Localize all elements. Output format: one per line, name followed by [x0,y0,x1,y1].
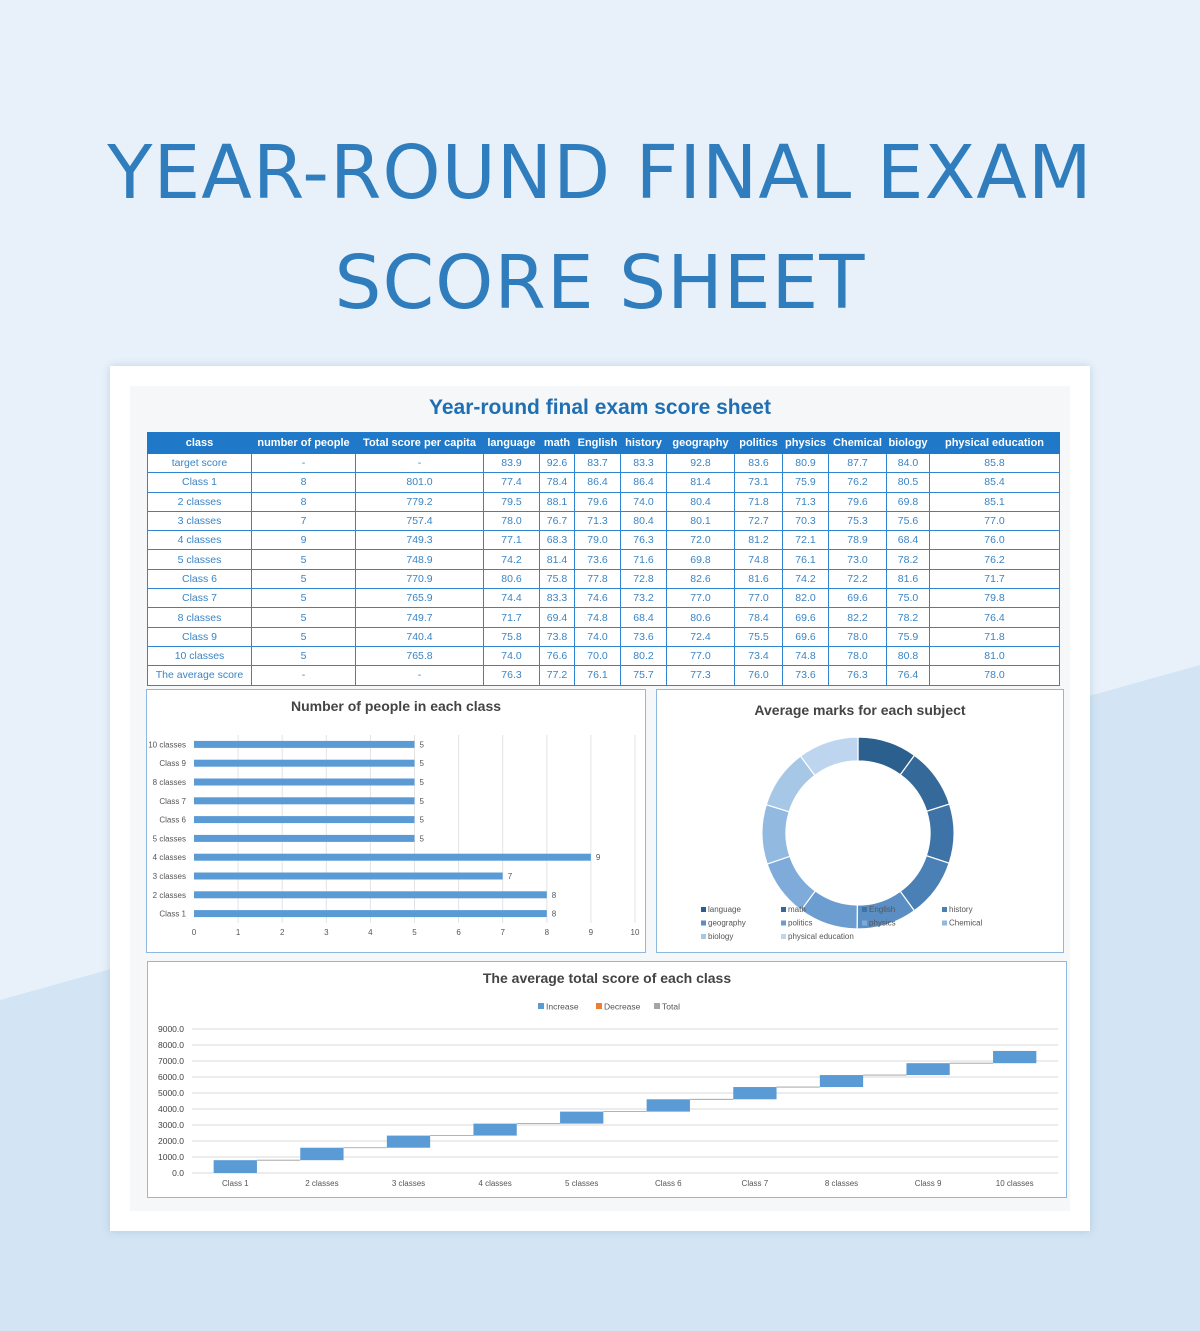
table-row [148,589,1060,608]
table-cell[interactable]: 79.8 [930,589,1060,608]
table-row [148,511,1060,530]
table-cell[interactable]: 77.0 [667,646,735,665]
data-label: 8 [551,890,557,900]
bar [194,779,415,786]
header-cell: language [484,433,540,454]
table-cell[interactable]: 73.0 [829,550,887,569]
table-cell[interactable]: 70.0 [575,646,621,665]
data-label: 5 [419,759,424,769]
table-cell[interactable]: 69.4 [540,608,575,627]
table-cell[interactable]: 83.3 [540,589,575,608]
bar [194,760,415,767]
header-cell: physics [783,433,829,454]
x-tick-label: 1 [235,928,241,937]
people-chart-panel [146,689,646,953]
table-cell[interactable]: 73.4 [735,646,783,665]
table-cell[interactable]: 74.8 [735,550,783,569]
table-cell[interactable]: 77.4 [484,473,540,492]
table-cell[interactable]: 5 [252,627,356,646]
subject-chart-title: Average marks for each subject [754,702,966,718]
table-cell[interactable]: 72.7 [735,511,783,530]
x-tick-label: 7 [500,928,505,937]
table-cell[interactable]: 80.4 [621,511,667,530]
legend-label: language [708,905,741,914]
table-cell[interactable]: 77.1 [484,531,540,550]
table-cell[interactable]: 70.3 [783,511,829,530]
table-cell[interactable]: 75.6 [887,511,930,530]
table-cell[interactable]: 5 [252,550,356,569]
category-label: 2 classes [305,1179,339,1188]
table-cell[interactable]: 5 [252,646,356,665]
data-label: 5 [419,778,424,787]
table-cell[interactable]: 8 [252,492,356,511]
bar [194,835,415,842]
table-cell[interactable]: 81.2 [735,531,783,550]
table-cell[interactable]: 69.6 [783,627,829,646]
table-cell[interactable]: 76.2 [930,550,1060,569]
table-cell[interactable]: 87.7 [829,454,887,473]
table-cell[interactable]: 80.2 [621,646,667,665]
table-cell[interactable]: 78.0 [829,627,887,646]
category-label: 3 classes [152,872,186,881]
legend-swatch [781,921,786,926]
table-cell[interactable]: 78.0 [829,646,887,665]
table-cell[interactable]: 76.4 [887,666,930,685]
people-chart-title: Number of people in each class [290,698,502,714]
category-label: 4 classes [152,853,186,863]
table-cell[interactable]: 5 classes [148,550,252,569]
table-cell[interactable]: 77.8 [575,569,621,588]
table-body [148,454,1060,686]
legend-label: Decrease [604,1001,641,1012]
waterfall-bar [473,1124,516,1136]
legend-label: math [788,905,806,914]
legend-swatch [596,1003,602,1009]
category-label: 8 classes [824,1179,859,1188]
header-cell: geography [667,433,735,454]
table-cell[interactable]: 81.6 [735,569,783,588]
table-cell[interactable]: 770.9 [356,569,484,588]
table-cell[interactable]: 78.9 [829,531,887,550]
table-cell[interactable]: 74.8 [575,608,621,627]
table-cell[interactable]: 74.8 [783,646,829,665]
table-cell[interactable]: 76.3 [621,531,667,550]
table-cell[interactable]: 69.8 [667,550,735,569]
legend-swatch [781,934,786,939]
data-label: 7 [507,872,513,881]
table-cell[interactable]: 9 [252,531,356,550]
sheet-title: Year-round final exam score sheet [429,396,771,419]
x-tick-label: 10 [630,928,640,937]
table-cell[interactable]: 80.6 [667,608,735,627]
category-label: Class 7 [741,1179,769,1188]
hero-title-line-1: YEAR-ROUND FINAL EXAM [107,130,1093,216]
header-cell: physical education [930,433,1060,454]
legend-swatch [862,921,867,926]
table-cell[interactable]: 79.6 [575,492,621,511]
header-cell: number of people [252,433,356,454]
table-cell[interactable]: 76.0 [930,531,1060,550]
category-label: Class 6 [159,815,186,825]
table-cell[interactable]: 72.2 [829,569,887,588]
table-cell[interactable]: 81.4 [540,550,575,569]
table-cell[interactable]: 76.7 [540,511,575,530]
waterfall-bar [906,1063,949,1075]
table-cell[interactable]: 72.4 [667,627,735,646]
legend-label: politics [788,918,813,928]
legend-label: history [949,905,973,914]
table-cell[interactable]: 3 classes [148,511,252,530]
table-cell[interactable]: 74.0 [575,627,621,646]
x-tick-label: 8 [544,928,550,937]
table-cell[interactable]: 82.2 [829,608,887,627]
y-tick-label: 6000.0 [158,1072,184,1082]
subject-chart-panel [656,689,1064,953]
table-cell[interactable]: 75.0 [887,589,930,608]
table-cell[interactable]: 74.0 [621,492,667,511]
waterfall-bar [300,1148,343,1160]
table-cell[interactable]: 82.6 [667,569,735,588]
bar [194,910,547,917]
table-cell[interactable]: 77.0 [930,511,1060,530]
header-cell: biology [887,433,930,454]
legend-swatch [701,921,706,926]
table-cell[interactable]: 83.7 [575,454,621,473]
table-cell[interactable]: 77.3 [667,666,735,685]
waterfall-bar [214,1160,257,1173]
legend-swatch [862,907,867,912]
x-tick-label: 3 [324,928,329,937]
legend-swatch [942,907,947,912]
legend-label: physics [869,918,896,928]
table-cell[interactable]: 76.1 [783,550,829,569]
table-cell[interactable]: 68.4 [887,531,930,550]
bar [194,891,547,898]
table-cell[interactable]: 83.9 [484,454,540,473]
table-cell[interactable]: 88.1 [540,492,575,511]
header-cell: politics [735,433,783,454]
table-cell[interactable]: 73.6 [575,550,621,569]
category-label: 10 classes [148,740,186,750]
table-cell[interactable]: 76.0 [735,666,783,685]
data-label: 5 [419,796,424,806]
table-cell[interactable]: 74.0 [484,646,540,665]
table-cell[interactable]: 75.5 [735,627,783,646]
waterfall-bar [733,1087,776,1099]
legend-swatch [781,907,786,912]
x-tick-label: 2 [279,928,285,937]
legend-label: physical education [788,932,854,941]
table-cell[interactable]: 92.8 [667,454,735,473]
table-cell[interactable]: - [252,454,356,473]
table-cell[interactable]: 72.8 [621,569,667,588]
table-cell[interactable]: 749.3 [356,531,484,550]
table-cell[interactable]: 82.0 [783,589,829,608]
table-cell[interactable]: 73.6 [621,627,667,646]
table-cell[interactable]: 4 classes [148,531,252,550]
table-cell[interactable]: - [356,666,484,685]
legend-swatch [538,1003,544,1009]
category-label: Class 9 [914,1179,942,1188]
table-cell[interactable]: 80.6 [484,569,540,588]
table-cell[interactable]: 71.7 [484,608,540,627]
table-cell[interactable]: 765.8 [356,646,484,665]
legend-label: geography [708,918,746,928]
table-cell[interactable]: 74.6 [575,589,621,608]
table-cell[interactable]: 8 classes [148,608,252,627]
table-cell[interactable]: 92.6 [540,454,575,473]
table-cell[interactable]: 73.1 [735,473,783,492]
category-label: Class 1 [159,909,186,919]
table-cell[interactable]: 779.2 [356,492,484,511]
y-tick-label: 9000.0 [158,1024,184,1034]
table-cell[interactable]: 68.4 [621,608,667,627]
table-cell[interactable]: 75.3 [829,511,887,530]
table-cell[interactable]: 10 classes [148,646,252,665]
legend-label: Chemical [949,918,983,928]
y-tick-label: 1000.0 [158,1152,184,1162]
table-cell[interactable]: 5 [252,608,356,627]
table-row [148,627,1060,646]
table-cell[interactable]: 76.3 [829,666,887,685]
table-cell[interactable]: 79.0 [575,531,621,550]
table-row [148,550,1060,569]
subject-donut-chart [657,690,1063,952]
header-cell: history [621,433,667,454]
header-cell: Chemical [829,433,887,454]
legend-swatch [654,1003,660,1009]
table-cell[interactable]: 71.3 [783,492,829,511]
table-cell[interactable]: 71.6 [621,550,667,569]
waterfall-bar [560,1112,603,1124]
table-header-row [148,433,1060,454]
legend-swatch [942,921,947,926]
table-cell[interactable]: 80.5 [887,473,930,492]
table-cell[interactable]: 69.6 [829,589,887,608]
total-score-chart-title: The average total score of each class [482,970,732,986]
table-cell[interactable]: 77.0 [735,589,783,608]
table-cell[interactable]: 801.0 [356,473,484,492]
table-cell[interactable]: 76.4 [930,608,1060,627]
table-cell[interactable]: 78.4 [540,473,575,492]
x-tick-label: 5 [412,928,417,937]
table-cell[interactable]: 75.8 [484,627,540,646]
legend-swatch [701,907,706,912]
hero-title-line-2: SCORE SHEET [334,240,866,326]
table-cell[interactable]: The average score [148,666,252,685]
table-cell[interactable]: 85.1 [930,492,1060,511]
table-cell[interactable]: 75.8 [540,569,575,588]
table-cell[interactable]: 8 [252,473,356,492]
x-tick-label: 4 [368,928,373,937]
legend-swatch [701,934,706,939]
data-label: 5 [419,815,424,825]
table-cell[interactable]: 78.4 [735,608,783,627]
category-label: Class 6 [654,1179,682,1188]
header-cell: Total score per capita [356,433,484,454]
table-row [148,608,1060,627]
table-cell[interactable]: 81.6 [887,569,930,588]
people-bar-chart [147,690,645,952]
table-cell[interactable]: 757.4 [356,511,484,530]
table-cell[interactable]: 5 [252,589,356,608]
data-label: 9 [595,853,601,863]
y-tick-label: 3000.0 [158,1120,184,1130]
table-cell[interactable]: 75.9 [887,627,930,646]
table-cell[interactable]: 71.7 [930,569,1060,588]
table-cell[interactable]: 71.8 [735,492,783,511]
table-cell[interactable]: target score [148,454,252,473]
table-cell[interactable]: 81.4 [667,473,735,492]
table-cell[interactable]: 79.6 [829,492,887,511]
table-cell[interactable]: 765.9 [356,589,484,608]
table-cell[interactable]: 75.9 [783,473,829,492]
spreadsheet-area [130,386,1070,1211]
bar [194,816,415,823]
table-cell[interactable]: 5 [252,569,356,588]
table-cell[interactable]: 7 [252,511,356,530]
total-score-chart-panel [147,961,1067,1198]
legend-label: Increase [546,1001,579,1012]
table-cell[interactable]: 73.8 [540,627,575,646]
header-cell: math [540,433,575,454]
legend-label: biology [708,932,734,941]
table-cell[interactable]: 76.6 [540,646,575,665]
table-row [148,646,1060,665]
table-row [148,569,1060,588]
table-cell[interactable]: 76.3 [484,666,540,685]
table-cell[interactable]: 80.1 [667,511,735,530]
table-row [148,531,1060,550]
table-cell[interactable]: Class 9 [148,627,252,646]
table-cell[interactable]: 740.4 [356,627,484,646]
header-cell: English [575,433,621,454]
table-cell[interactable]: 78.0 [930,666,1060,685]
bar [194,741,415,748]
legend-label: English [869,905,896,914]
category-label: 5 classes [565,1179,599,1188]
table-cell[interactable]: 72.1 [783,531,829,550]
table-cell[interactable]: 74.4 [484,589,540,608]
y-tick-label: 7000.0 [158,1056,184,1066]
y-tick-label: 0.0 [172,1168,184,1178]
category-label: 8 classes [152,778,186,787]
table-row [148,492,1060,511]
legend-label: Total [662,1001,680,1012]
table-cell[interactable]: 77.2 [540,666,575,685]
table-cell[interactable]: 86.4 [621,473,667,492]
table-cell[interactable]: 748.9 [356,550,484,569]
table-cell[interactable]: 81.0 [930,646,1060,665]
data-label: 8 [551,909,557,919]
sheet-card [110,366,1090,1231]
data-label: 5 [419,740,424,750]
table-cell[interactable]: - [356,454,484,473]
table-cell[interactable]: 79.5 [484,492,540,511]
table-cell[interactable]: 78.2 [887,550,930,569]
category-label: 5 classes [152,834,186,844]
table-cell[interactable]: 68.3 [540,531,575,550]
x-tick-label: 9 [588,928,594,937]
y-tick-label: 8000.0 [158,1040,184,1050]
category-label: Class 1 [221,1179,249,1188]
y-tick-label: 4000.0 [158,1104,184,1114]
table-cell[interactable]: 85.8 [930,454,1060,473]
table-row [148,666,1060,685]
header-cell: class [148,433,252,454]
table-cell[interactable]: 77.0 [667,589,735,608]
table-cell[interactable]: 78.0 [484,511,540,530]
table-cell[interactable]: 83.6 [735,454,783,473]
table-cell[interactable]: Class 6 [148,569,252,588]
table-cell[interactable]: 84.0 [887,454,930,473]
bar [194,797,415,804]
table-cell[interactable]: 76.1 [575,666,621,685]
table-cell[interactable]: 74.2 [783,569,829,588]
table-row [148,454,1060,473]
table-cell[interactable]: 749.7 [356,608,484,627]
table-cell[interactable]: 71.8 [930,627,1060,646]
table-row [148,473,1060,492]
waterfall-bar [993,1051,1036,1063]
table-cell[interactable]: 75.7 [621,666,667,685]
waterfall-bar [647,1099,690,1111]
category-label: Class 7 [159,796,186,806]
donut-slice [926,804,954,863]
x-tick-label: 0 [191,928,197,937]
table-cell[interactable]: 74.2 [484,550,540,569]
hero-title [0,118,1200,338]
category-label: 2 classes [152,890,186,900]
score-table [147,432,1060,686]
waterfall-bar [820,1075,863,1087]
table-cell[interactable]: 83.3 [621,454,667,473]
table-cell[interactable]: 80.4 [667,492,735,511]
table-cell[interactable]: Class 7 [148,589,252,608]
table-cell[interactable]: 72.0 [667,531,735,550]
category-label: 3 classes [391,1179,426,1188]
table-cell[interactable]: 69.8 [887,492,930,511]
table-cell[interactable]: - [252,666,356,685]
bar [194,854,591,861]
table-cell[interactable]: 73.6 [783,666,829,685]
bar [194,873,503,880]
table-cell[interactable]: Class 1 [148,473,252,492]
category-label: 4 classes [478,1179,512,1188]
table-cell[interactable]: 80.8 [887,646,930,665]
table-cell[interactable]: 71.3 [575,511,621,530]
waterfall-bar [387,1136,430,1148]
table-cell[interactable]: 86.4 [575,473,621,492]
data-label: 5 [419,834,424,844]
total-score-waterfall-chart [148,962,1066,1197]
category-label: Class 9 [159,759,186,769]
table-cell[interactable]: 85.4 [930,473,1060,492]
table-cell[interactable]: 69.6 [783,608,829,627]
donut-slice [762,805,790,864]
table-cell[interactable]: 80.9 [783,454,829,473]
table-cell[interactable]: 76.2 [829,473,887,492]
table-cell[interactable]: 73.2 [621,589,667,608]
table-cell[interactable]: 2 classes [148,492,252,511]
y-tick-label: 2000.0 [158,1136,184,1146]
donut-slice [900,755,949,811]
y-tick-label: 5000.0 [158,1088,184,1098]
table-cell[interactable]: 78.2 [887,608,930,627]
x-tick-label: 6 [456,928,461,937]
category-label: 10 classes [995,1179,1034,1188]
